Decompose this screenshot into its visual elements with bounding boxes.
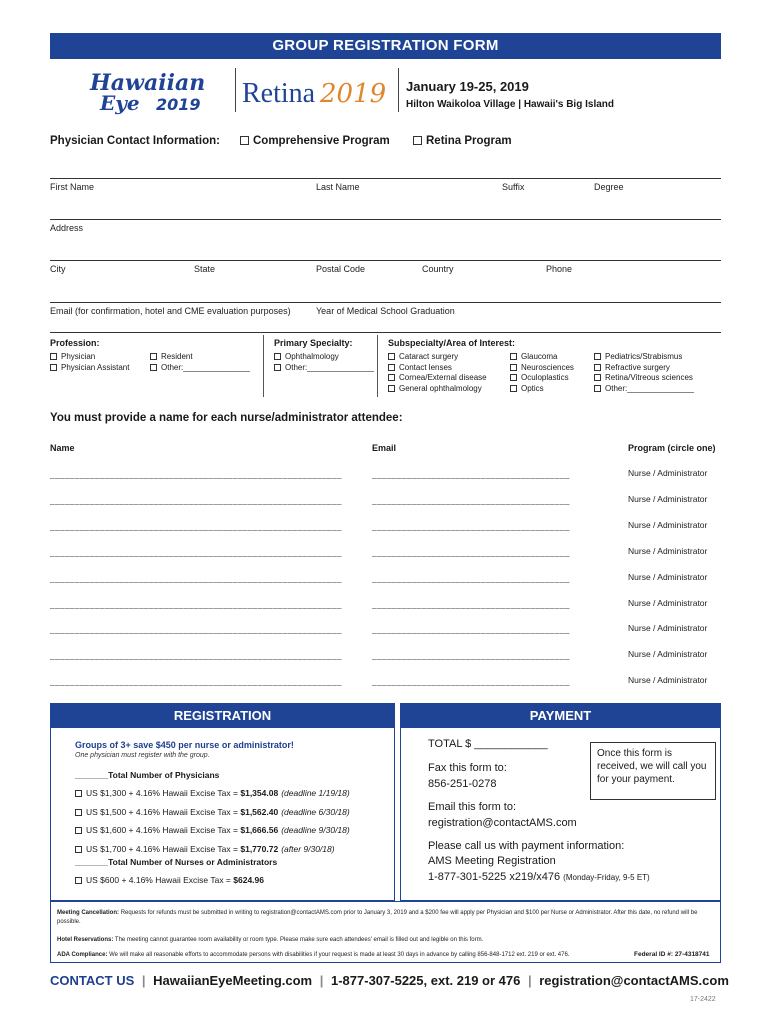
checkbox-icon xyxy=(510,385,517,392)
checkbox-icon xyxy=(240,136,249,145)
attendee-program-choice[interactable]: Nurse / Administrator xyxy=(628,571,708,582)
rate-deadline: (after 9/30/18) xyxy=(281,843,335,854)
attendee-name-field[interactable]: ___________________________________________________________ xyxy=(50,547,343,557)
phone-label: Phone xyxy=(546,264,573,274)
event-dates: January 19-25, 2019 xyxy=(406,79,529,94)
city-line[interactable] xyxy=(50,260,721,261)
degree-label: Degree xyxy=(594,182,624,192)
contact-us-label: CONTACT US xyxy=(50,973,135,988)
rate-deadline: (deadline 1/19/18) xyxy=(281,788,350,798)
svg-text:Eye: Eye xyxy=(100,91,140,115)
footer-contact: CONTACT US | HawaiianEyeMeeting.com | 1-877-307-5225, ext. 219 or 476 | registration@contactAMS.com xyxy=(50,973,729,988)
physician-rate-option[interactable] xyxy=(75,844,335,854)
checkbox-icon xyxy=(150,353,157,360)
payment-total-field[interactable]: TOTAL $ ____________ xyxy=(428,738,548,750)
checkbox-icon xyxy=(150,364,157,371)
cancel-policy-text: Requests for refunds must be submitted in writing to registration@contactAMS.com prior to January 3, 2019 and a $200 fee will apply per Physician and $100 per Nurse or Administrator. After this date, no refund will be possible. xyxy=(57,910,698,925)
checkbox-icon xyxy=(50,353,57,360)
address-label: Address xyxy=(50,223,84,233)
subspecialty-label: Optics xyxy=(521,384,544,393)
subspecialty-label: Glaucoma xyxy=(521,352,558,361)
physician-rate-option[interactable] xyxy=(75,788,350,798)
subspecialty-option[interactable] xyxy=(594,363,670,372)
attendee-email-field[interactable]: ________________________________________ xyxy=(372,599,570,609)
subspecialty-option[interactable] xyxy=(594,384,694,393)
state-label: State xyxy=(194,264,216,274)
email-form-address[interactable]: registration@contactAMS.com xyxy=(428,817,577,829)
fax-number: 856-251-0278 xyxy=(428,778,497,790)
attendee-email-field[interactable]: ________________________________________ xyxy=(372,495,570,505)
postal-label: Postal Code xyxy=(316,264,366,274)
comprehensive-program-checkbox[interactable] xyxy=(240,135,390,147)
attendee-program-choice[interactable]: Nurse / Administrator xyxy=(628,493,708,504)
profession-heading: Profession: xyxy=(50,338,100,348)
checkbox-icon xyxy=(274,364,281,371)
svg-text:2019: 2019 xyxy=(156,95,201,114)
attendee-program-header: Program (circle one) xyxy=(628,443,716,453)
cancel-policy xyxy=(57,909,712,927)
checkbox-icon xyxy=(388,385,395,392)
logo-divider xyxy=(235,68,236,112)
subspecialty-option[interactable] xyxy=(388,373,487,382)
subspecialty-label: Cornea/External disease xyxy=(399,373,487,382)
payment-callout-text: Once this form is received, we will call you for your payment. xyxy=(597,748,707,785)
attendee-program-choice[interactable]: Nurse / Administrator xyxy=(628,649,708,660)
subspecialty-option[interactable] xyxy=(388,363,452,372)
first-name-label: First Name xyxy=(50,182,95,192)
checkbox-icon xyxy=(75,827,82,834)
subspecialty-label: Retina/Vitreous sciences xyxy=(605,373,693,382)
contact-heading: Physician Contact Information: xyxy=(50,135,220,147)
profession-line xyxy=(50,332,721,333)
attendee-name-header: Name xyxy=(50,443,75,453)
city-label: City xyxy=(50,264,66,274)
call-line-1: Please call us with payment information: xyxy=(428,840,625,852)
attendee-program-choice[interactable]: Nurse / Administrator xyxy=(628,675,708,686)
checkbox-icon xyxy=(594,385,601,392)
federal-id: Federal ID #: 27-4318741 xyxy=(634,951,710,958)
suffix-label: Suffix xyxy=(502,182,525,192)
footer-email[interactable]: registration@contactAMS.com xyxy=(539,973,729,988)
attendee-email-field[interactable]: ________________________________________ xyxy=(372,651,570,661)
subspecialty-option[interactable] xyxy=(388,352,458,361)
specialty-heading: Primary Specialty: xyxy=(274,338,353,348)
checkbox-icon xyxy=(388,374,395,381)
hotel-policy xyxy=(57,936,712,945)
registration-title: REGISTRATION xyxy=(173,708,272,723)
payment-title: PAYMENT xyxy=(529,708,592,723)
hawaiian-eye-logo xyxy=(86,66,232,116)
checkbox-icon xyxy=(50,364,57,371)
checkbox-icon xyxy=(594,364,601,371)
attendee-name-field[interactable]: ___________________________________________________________ xyxy=(50,495,343,505)
country-label: Country xyxy=(422,264,454,274)
grad-year-label: Year of Medical School Graduation xyxy=(316,306,455,316)
subspecialty-label: Cataract surgery xyxy=(399,352,459,361)
subspecialty-label: General ophthalmology xyxy=(399,384,482,393)
event-venue: Hilton Waikoloa Village | Hawaii's Big Island xyxy=(406,99,614,110)
profession-other-checkbox[interactable] xyxy=(150,363,250,372)
rate-total: $1,666.56 xyxy=(240,825,279,835)
profession-other-label: Other:_______________ xyxy=(161,363,250,372)
rate-total: $1,770.72 xyxy=(240,843,279,854)
address-line[interactable] xyxy=(50,219,721,220)
retina-logo xyxy=(240,66,390,116)
physician-assistant-label: Physician Assistant xyxy=(61,363,130,372)
nurses-count-field[interactable]: _______Total Number of Nurses or Administrators xyxy=(75,857,278,867)
resident-checkbox[interactable] xyxy=(150,352,193,361)
svg-text:Hawaiian: Hawaiian xyxy=(90,70,206,96)
call-line-2: AMS Meeting Registration xyxy=(428,855,556,867)
physicians-count-field[interactable]: _______Total Number of Physicians xyxy=(75,770,220,780)
form-title: GROUP REGISTRATION FORM xyxy=(272,37,499,54)
footer-phone[interactable]: 1-877-307-5225, ext. 219 or 476 xyxy=(331,973,521,988)
checkbox-icon xyxy=(510,374,517,381)
attendee-name-field[interactable]: ___________________________________________________________ xyxy=(50,521,343,531)
footer-website[interactable]: HawaiianEyeMeeting.com xyxy=(153,973,313,988)
call-hours: (Monday-Friday, 9-5 ET) xyxy=(563,873,650,882)
checkbox-icon xyxy=(510,353,517,360)
attendee-name-field[interactable]: ___________________________________________________________ xyxy=(50,599,343,609)
checkbox-icon xyxy=(413,136,422,145)
checkbox-icon xyxy=(594,353,601,360)
subspecialty-heading: Subspecialty/Area of Interest: xyxy=(388,338,516,348)
physician-rate-option[interactable] xyxy=(75,825,350,835)
logo-divider-2 xyxy=(398,68,399,112)
svg-text:Retina: Retina xyxy=(242,78,316,109)
group-promo: Groups of 3+ save $450 per nurse or administrator! xyxy=(75,740,294,750)
attendee-name-field[interactable]: ___________________________________________________________ xyxy=(50,677,343,687)
checkbox-icon xyxy=(388,353,395,360)
checkbox-icon xyxy=(274,353,281,360)
subspecialty-option[interactable] xyxy=(510,363,574,372)
rate-deadline: (deadline 6/30/18) xyxy=(281,806,350,817)
attendee-program-choice[interactable]: Nurse / Administrator xyxy=(628,545,708,556)
subspecialty-option[interactable] xyxy=(388,384,482,393)
physician-checkbox[interactable] xyxy=(50,352,95,361)
attendee-program-choice[interactable]: Nurse / Administrator xyxy=(628,623,708,634)
subspecialty-option[interactable] xyxy=(510,373,569,382)
rate-text: US $1,600 + 4.16% Hawaii Excise Tax = xyxy=(86,825,241,835)
checkbox-icon xyxy=(75,846,82,853)
nurse-rate-text: US $600 + 4.16% Hawaii Excise Tax = xyxy=(86,875,234,885)
cancel-policy-label: Meeting Cancellation: xyxy=(57,910,120,916)
attendee-name-field[interactable]: ___________________________________________________________ xyxy=(50,625,343,635)
checkbox-icon xyxy=(594,374,601,381)
attendee-name-field[interactable]: ___________________________________________________________ xyxy=(50,573,343,583)
form-title-bar xyxy=(50,33,721,59)
column-divider xyxy=(263,335,264,397)
fax-label: Fax this form to: xyxy=(428,762,507,774)
subspecialty-label: Refractive surgery xyxy=(605,363,670,372)
physician-label: Physician xyxy=(61,352,96,361)
ophthalmology-label: Ophthalmology xyxy=(285,352,339,361)
attendee-email-field[interactable]: ________________________________________ xyxy=(372,547,570,557)
ada-policy xyxy=(57,951,597,960)
last-name-label: Last Name xyxy=(316,182,360,192)
checkbox-icon xyxy=(75,877,82,884)
attendee-email-field[interactable]: ________________________________________ xyxy=(372,625,570,635)
email-line[interactable] xyxy=(50,302,721,303)
form-code: 17-2422 xyxy=(690,996,716,1003)
checkbox-icon xyxy=(75,790,82,797)
attendee-program-choice[interactable]: Nurse / Administrator xyxy=(628,597,708,608)
ada-policy-text: We will make all reasonable efforts to accommodate persons with disabilities if your request is made at least 30 days in advance by calling 856-848-1712 ext. 219 or ext. 476. xyxy=(109,952,570,958)
hotel-policy-text: The meeting cannot guarantee room availability or room type. Please make sure each attendees' email is filled out and legible on this form. xyxy=(114,937,484,943)
email-label: Email (for confirmation, hotel and CME evaluation purposes) xyxy=(50,306,291,316)
call-line-3 xyxy=(428,871,650,883)
ada-policy-label: ADA Compliance: xyxy=(57,952,108,958)
attendee-email-field[interactable]: ________________________________________ xyxy=(372,573,570,583)
retina-label: Retina Program xyxy=(426,135,512,147)
group-promo-note: One physician must register with the group. xyxy=(75,752,210,759)
ophthalmology-checkbox[interactable] xyxy=(274,352,339,361)
registration-header xyxy=(50,703,395,728)
physician-assistant-checkbox[interactable] xyxy=(50,363,129,372)
name-line[interactable] xyxy=(50,178,721,179)
checkbox-icon xyxy=(75,809,82,816)
attendee-email-field[interactable]: ________________________________________ xyxy=(372,470,570,479)
subspecialty-label: Oculoplastics xyxy=(521,373,569,382)
rate-total: $1,354.08 xyxy=(240,788,279,798)
nurse-rate-total: $624.96 xyxy=(233,875,264,885)
subspecialty-label: Neurosciences xyxy=(521,363,574,372)
attendee-email-field[interactable]: ________________________________________ xyxy=(372,521,570,531)
svg-text:2019: 2019 xyxy=(320,79,387,109)
resident-label: Resident xyxy=(161,352,193,361)
payment-header xyxy=(400,703,721,728)
attendee-email-header: Email xyxy=(372,443,397,453)
call-phone[interactable]: 1-877-301-5225 x219/x476 xyxy=(428,871,561,883)
checkbox-icon xyxy=(388,364,395,371)
subspecialty-option[interactable] xyxy=(594,373,693,382)
rate-total: $1,562.40 xyxy=(240,806,279,817)
rate-text: US $1,300 + 4.16% Hawaii Excise Tax = xyxy=(86,788,241,798)
retina-program-checkbox[interactable] xyxy=(413,135,512,147)
subspecialty-option[interactable] xyxy=(510,384,544,393)
specialty-other-label: Other:_______________ xyxy=(285,363,374,372)
attendee-email-field[interactable]: ________________________________________ xyxy=(372,677,570,687)
subspecialty-label: Contact lenses xyxy=(399,363,452,372)
attendee-program-choice[interactable]: Nurse / Administrator xyxy=(628,468,708,478)
checkbox-icon xyxy=(510,364,517,371)
column-divider xyxy=(377,335,378,397)
hotel-policy-label: Hotel Reservations: xyxy=(57,937,114,943)
rate-text: US $1,700 + 4.16% Hawaii Excise Tax = xyxy=(86,843,241,854)
subspecialty-label: Pediatrics/Strabismus xyxy=(605,352,683,361)
attendee-notice: You must provide a name for each nurse/administrator attendee: xyxy=(50,412,403,424)
attendee-name-field[interactable]: ___________________________________________________________ xyxy=(50,470,343,479)
rate-text: US $1,500 + 4.16% Hawaii Excise Tax = xyxy=(86,806,241,817)
nurse-rate-option[interactable] xyxy=(75,875,264,885)
rate-deadline: (deadline 9/30/18) xyxy=(281,825,350,835)
email-form-label: Email this form to: xyxy=(428,801,517,813)
comprehensive-label: Comprehensive Program xyxy=(253,135,390,147)
subspecialty-option[interactable] xyxy=(510,352,557,361)
payment-callout xyxy=(590,742,716,800)
physician-rate-option[interactable] xyxy=(75,807,350,817)
attendee-program-choice[interactable]: Nurse / Administrator xyxy=(628,519,708,530)
subspecialty-label: Other:_______________ xyxy=(605,384,694,393)
attendee-name-field[interactable]: ___________________________________________________________ xyxy=(50,651,343,661)
subspecialty-option[interactable] xyxy=(594,352,682,361)
specialty-other-checkbox[interactable] xyxy=(274,363,374,372)
